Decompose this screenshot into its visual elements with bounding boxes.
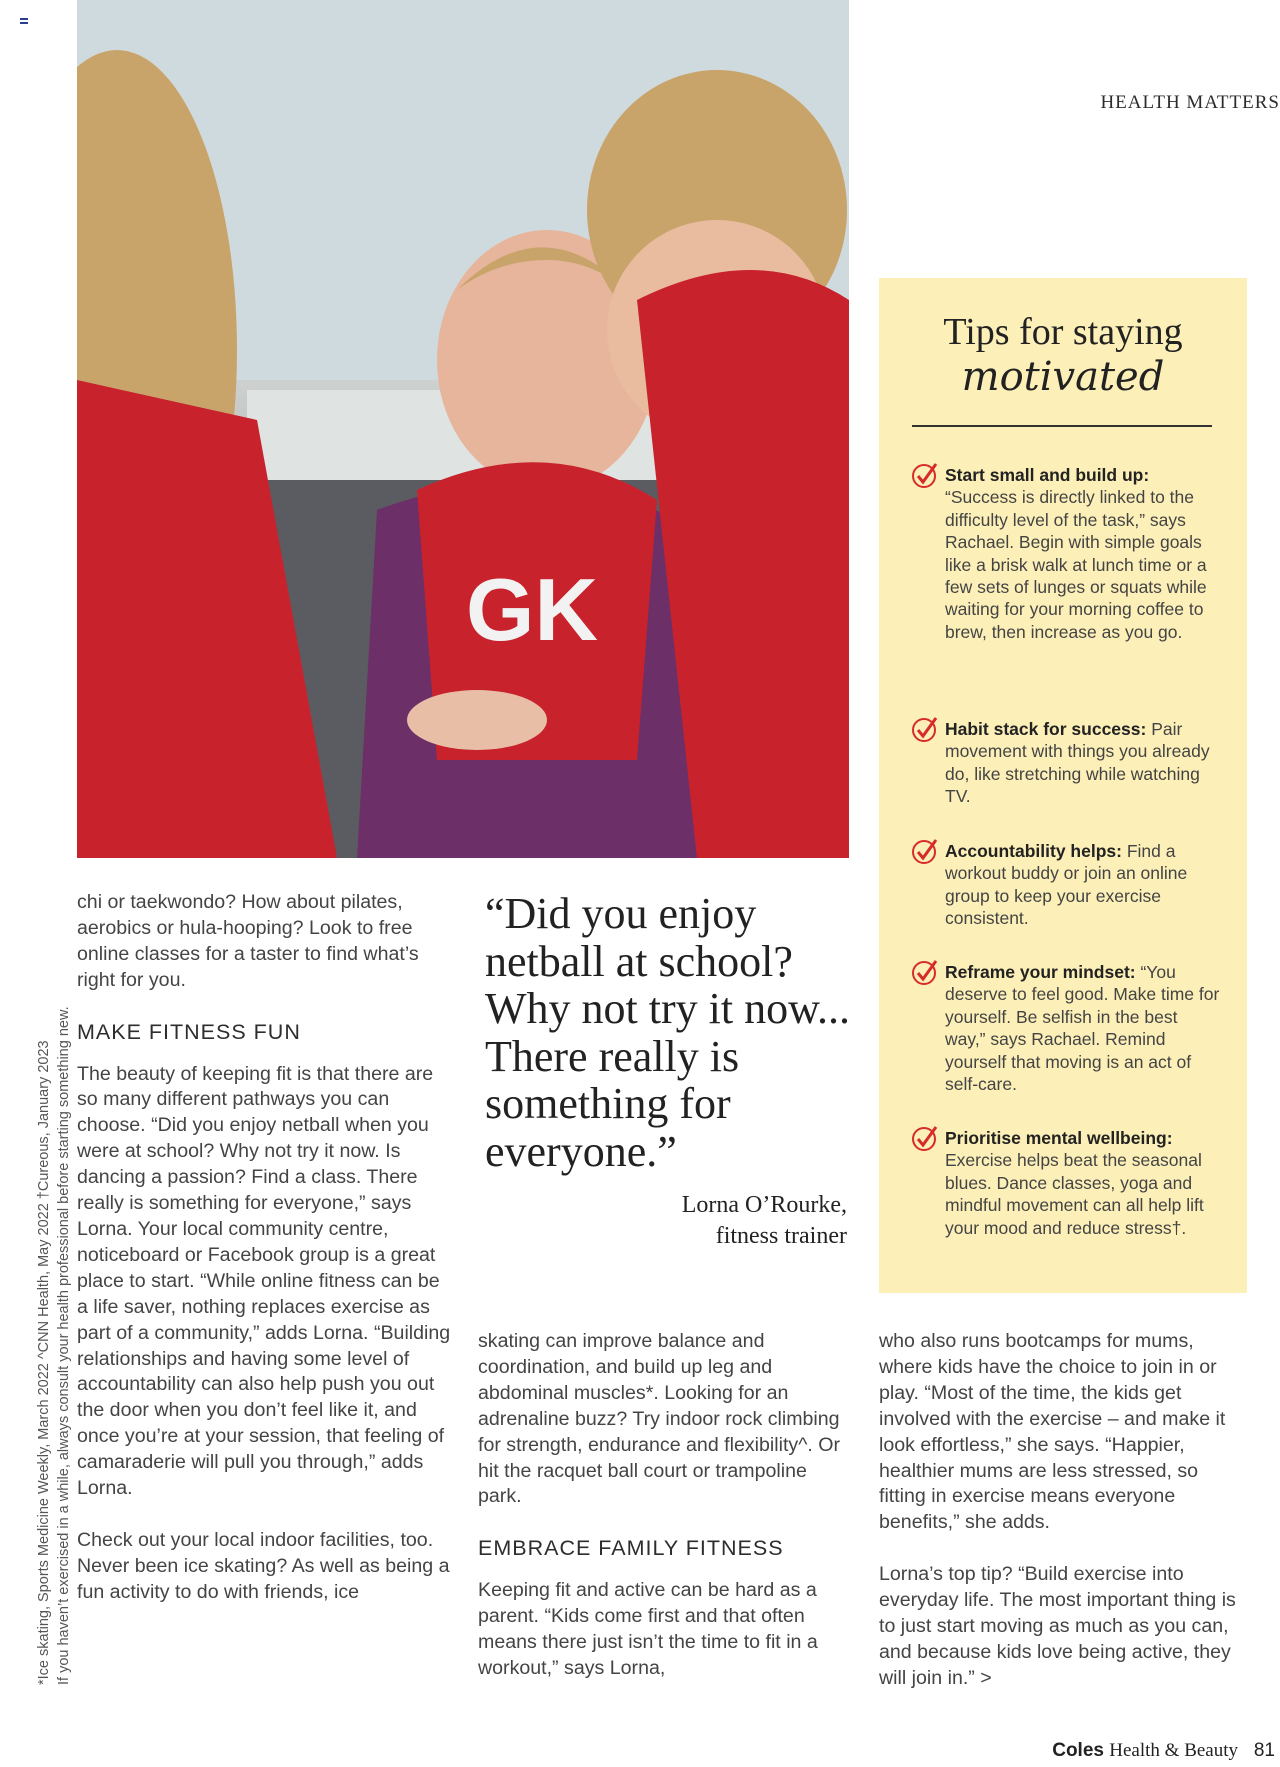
paragraph: Check out your local indoor facilities, too. Never been ice skating? As well as being a fun activity to do with friends, ice <box>77 1528 450 1603</box>
article-column-2 <box>478 1329 850 1682</box>
page-footer <box>1000 1740 1275 1762</box>
tip-item <box>911 1127 1221 1239</box>
tip-text: Exercise helps beat the seasonal blues. Dance classes, yoga and mindful movement can all help lift your mood and reduce stress†. <box>945 1150 1204 1238</box>
netball-team-photo <box>77 0 849 858</box>
footer-brand: Coles <box>1052 1740 1104 1761</box>
checkmark-icon <box>911 716 939 744</box>
tip-item <box>911 840 1221 930</box>
sidebar-title: Tips for staying <box>943 311 1183 353</box>
pull-quote: “Did you enjoy netball at school? Why not try it now... There really is something for everyone.” <box>485 889 850 1176</box>
checkmark-icon <box>911 462 939 490</box>
checkmark-icon <box>911 838 939 866</box>
section-label: HEALTH MATTERS <box>1100 92 1280 113</box>
article-column-3 <box>879 1329 1249 1692</box>
tip-text: “You deserve to feel good. Make time for yourself. Be selfish in the best way,” says Rachael. Remind yourself that moving is an act of self-care. <box>945 962 1220 1095</box>
divider <box>912 425 1212 427</box>
footnote-sources: *Ice skating, Sports Medicine Weekly, March 2022 ^CNN Health, May 2022 †Cureous, January 2023 <box>36 1040 52 1685</box>
tip-heading: Reframe your mindset: <box>945 962 1136 982</box>
tip-heading: Accountability helps: <box>945 841 1122 861</box>
tip-item <box>911 961 1221 1095</box>
footer-subtitle: Health & Beauty <box>1109 1740 1239 1761</box>
paragraph: who also runs bootcamps for mums, where kids have the choice to join in or play. “Most of the time, the kids get involved with the exercise – and make it look effortless,” she says. “Happier, healthier mums are less stressed, so fitting in exercise means everyone benefits,” she adds. <box>879 1330 1226 1534</box>
article-column-1 <box>77 890 451 1606</box>
sidebar-title-script: motivated <box>961 354 1165 400</box>
tip-text: Pair movement with things you already do, like stretching while watching TV. <box>945 719 1210 807</box>
tip-item <box>911 464 1221 643</box>
tip-heading: Habit stack for success: <box>945 719 1147 739</box>
quote-role: fitness trainer <box>715 1223 847 1249</box>
tip-heading: Prioritise mental wellbeing: <box>945 1128 1173 1148</box>
bib-letters: GK <box>466 560 598 659</box>
paragraph: The beauty of keeping fit is that there are so many different pathways you can choose. “Did you enjoy netball when you were at school? Why not try it now. Is dancing a passion? Find a class. There really is something for everyone,” says Lorna. Your local community centre, noticeboard or Facebook group is a great place to start. “While online fitness can be a life saver, nothing replaces exercise as part of a community,” adds Lorna. “Building relationships and having some level of accountability can also help push you out the door when you don’t feel like it, and once you’re at your session, that feeling of camaraderie will pull you through,” adds Lorna. <box>77 1062 451 1500</box>
tip-item <box>911 718 1221 808</box>
checkmark-icon <box>911 1125 939 1153</box>
page-number: 81 <box>1253 1740 1275 1761</box>
checkmark-icon <box>911 959 939 987</box>
footnote-sidebar <box>34 925 74 1685</box>
section-heading: MAKE FITNESS FUN <box>77 1019 301 1044</box>
tip-text: “Success is directly linked to the difficulty level of the task,” says Rachael. Begin with simple goals like a brisk walk at lunch time or a few sets of lunges or squats while waiting for your morning coffee to brew, then increase as you go. <box>945 487 1207 642</box>
section-heading: EMBRACE FAMILY FITNESS <box>478 1536 784 1561</box>
tip-text: Find a workout buddy or join an online group to keep your exercise consistent. <box>945 841 1188 929</box>
paragraph: Lorna’s top tip? “Build exercise into everyday life. The most important thing is to just start moving as much as you can, and because kids love being active, they will join in.” > <box>879 1563 1236 1689</box>
paragraph: Keeping fit and active can be hard as a parent. “Kids come first and that often means there just isn’t the time to fit in a workout,” says Lorna, <box>478 1579 818 1679</box>
tip-heading: Start small and build up: <box>945 465 1150 485</box>
quote-attribution <box>485 1190 847 1252</box>
quote-author: Lorna O’Rourke, <box>681 1192 847 1218</box>
footnote-disclaimer: If you haven’t exercised in a while, always consult your health professional before starting something new. <box>56 1006 72 1685</box>
menu-icon[interactable] <box>20 18 28 26</box>
paragraph: chi or taekwondo? How about pilates, aerobics or hula-hooping? Look to free online classes for a taster to find what’s right for you. <box>77 891 419 991</box>
tips-sidebar <box>879 278 1247 1293</box>
paragraph: skating can improve balance and coordination, and build up leg and abdominal muscles*. Looking for an adrenaline buzz? Try indoor rock climbing for strength, endurance and flexibility^. Or hit the racquet ball court or trampoline park. <box>478 1330 841 1508</box>
